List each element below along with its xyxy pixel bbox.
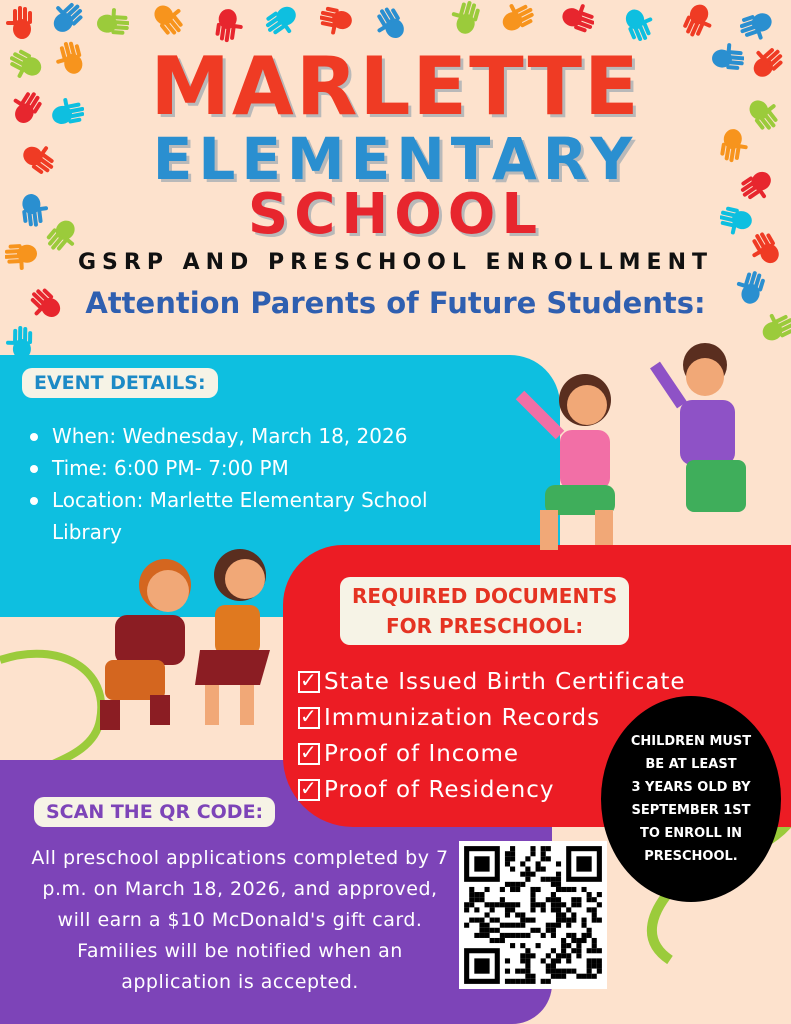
handprint-icon [500,0,534,38]
school-name-line1: MARLETTE [150,40,641,133]
age-notice-line: SEPTEMBER 1ST [631,803,751,818]
handprint-icon [210,5,244,43]
age-notice-line: BE AT LEAST [645,757,737,772]
school-name-line2: ELEMENTARY [152,125,639,193]
document-label: Proof of Income [324,741,520,767]
handprint-icon [450,0,484,38]
checkbox-checked-icon: ✓ [298,707,320,729]
children-illustration-bottom [90,545,310,735]
document-label: Immunization Records [324,705,601,731]
girl-figure [520,374,615,550]
handprint-icon [50,0,84,38]
required-documents-label-line1: REQUIRED DOCUMENTS [352,584,618,608]
age-requirement-notice [601,696,781,902]
event-details-list [30,420,482,548]
handprint-icon [95,5,129,43]
handprint-icon [680,0,714,38]
age-notice-line: 3 YEARS OLD BY [631,780,751,795]
event-time: Time: 6:00 PM- 7:00 PM [30,452,482,484]
school-name-line3: SCHOOL [247,182,544,247]
checkbox-checked-icon: ✓ [298,779,320,801]
handprint-icon [150,0,184,38]
event-when: When: Wednesday, March 18, 2026 [30,420,482,452]
qr-code[interactable] [459,841,607,989]
required-documents-label-line2: FOR PRESCHOOL: [385,614,584,638]
event-location: Location: Marlette Elementary School Library [30,484,482,548]
event-details-label: EVENT DETAILS: [22,368,218,398]
attention-heading: Attention Parents of Future Students: [85,286,706,320]
handprint-icon [620,5,654,43]
document-label: Proof of Residency [324,777,555,803]
document-item [298,664,686,700]
handprint-icon [320,0,354,38]
age-notice-line: PRESCHOOL. [644,849,738,864]
handprint-icon [375,5,409,43]
enrollment-subtitle: GSRP AND PRESCHOOL ENROLLMENT [77,250,714,275]
boy-figure [655,343,746,512]
document-label: State Issued Birth Certificate [324,669,686,695]
age-notice-line: CHILDREN MUST [630,734,752,749]
checkbox-checked-icon: ✓ [298,743,320,765]
handprint-icon [560,0,594,38]
handprint-icon [5,5,39,43]
qr-description: All preschool applications completed by 7 p.m. on March 18, 2026, and approved, will earn a $10 McDonald's gift card. Families will be notified when an application is accepted. [31,847,449,993]
age-notice-line: TO ENROLL IN [639,826,743,841]
handprint-icon [740,5,774,43]
required-documents-label [340,577,629,645]
checkbox-checked-icon: ✓ [298,671,320,693]
handprint-icon [265,0,299,38]
children-illustration-top [500,335,790,575]
qr-label: SCAN THE QR CODE: [34,797,275,827]
